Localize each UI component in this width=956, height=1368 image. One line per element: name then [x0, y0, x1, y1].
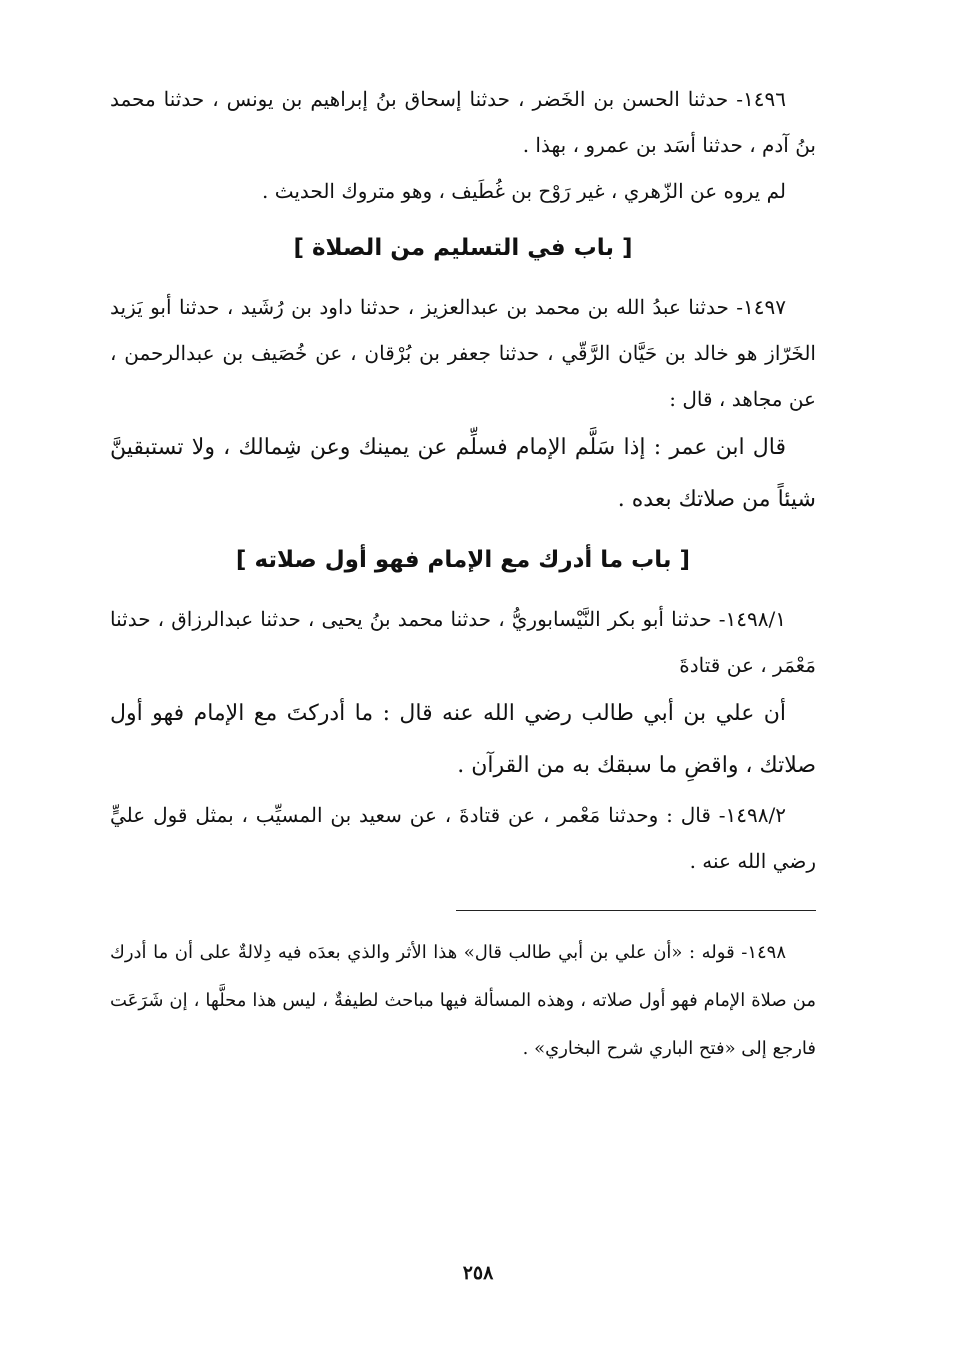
chapter-heading-taslim: [ باب في التسليم من الصلاة ]: [293, 235, 633, 261]
hadith-1497-isnad: ١٤٩٧- حدثنا عبدُ الله بن محمد بن عبدالعزيز ، حدثنا داود بن رُشَيد ، حدثنا أبو يَزيد الخَرّاز هو خالد بن حَيَّان الرَّقّي ، حدثنا جعفر بن بُرْقان ، عن خُصَيف بن عبدالرحمن ، عن مجاهد ، قال :: [110, 295, 816, 411]
footnote-separator-wrap: [110, 884, 816, 929]
hadith-1496-text: ١٤٩٦- حدثنا الحسن بن الخَضر ، حدثنا إسحاق بنُ إبراهيم بن يونس ، حدثنا محمد بنُ آدم ، حدثنا أسَد بن عمرو ، بهذا .: [110, 87, 816, 157]
footnote-separator: [456, 910, 816, 911]
hadith-1498-1-isnad: ١٤٩٨/١- حدثنا أبو بكر النَّيْسابوريُّ ، حدثنا محمد بنُ يحيى ، حدثنا عبدالرزاق ، حدثنا مَعْمَر ، عن قتادةَ: [110, 607, 816, 677]
hadith-1498-2-text: ١٤٩٨/٢- قال : وحدثنا مَعْمر ، عن قتادةَ ، عن سعيد بن المسيِّب ، بمثل قول عليٍّ رضي الله عنه .: [110, 803, 816, 873]
hadith-1498-1-matn: أن علي بن أبي طالب رضي الله عنه قال : ما أدركتَ مع الإمام فهو أول صلاتك ، واقضِ ما سبقك به من القرآن .: [110, 701, 816, 778]
page-number: ٢٥٨: [462, 1262, 494, 1284]
chapter-heading-adraka: [ باب ما أدرك مع الإمام فهو أول صلاته ]: [235, 547, 691, 573]
footnote-1498: ١٤٩٨- قوله : «أن علي بن أبي طالب قال» هذا الأثر والذي بعدَه فيه دِلالةٌ على أن ما أدرك من صلاة الإمام فهو أول صلاته ، وهذه المسألة فيها مباحث لطيفةٌ ، ليس هذا محلَّها ، إن شَرَعَت فارجع إلى «فتح الباري شرح البخاري» .: [110, 942, 816, 1059]
hadith-1497-matn: قال ابن عمر : إذا سَلَّم الإمام فسلِّم عن يمينك وعن شِمالك ، ولا تستبقينَّ شيئاً من صلاتك بعده .: [110, 435, 816, 512]
hadith-1496-comment: لم يروه عن الزّهري ، غير رَوْح بن غُطَيف ، وهو متروك الحديث .: [261, 179, 786, 203]
